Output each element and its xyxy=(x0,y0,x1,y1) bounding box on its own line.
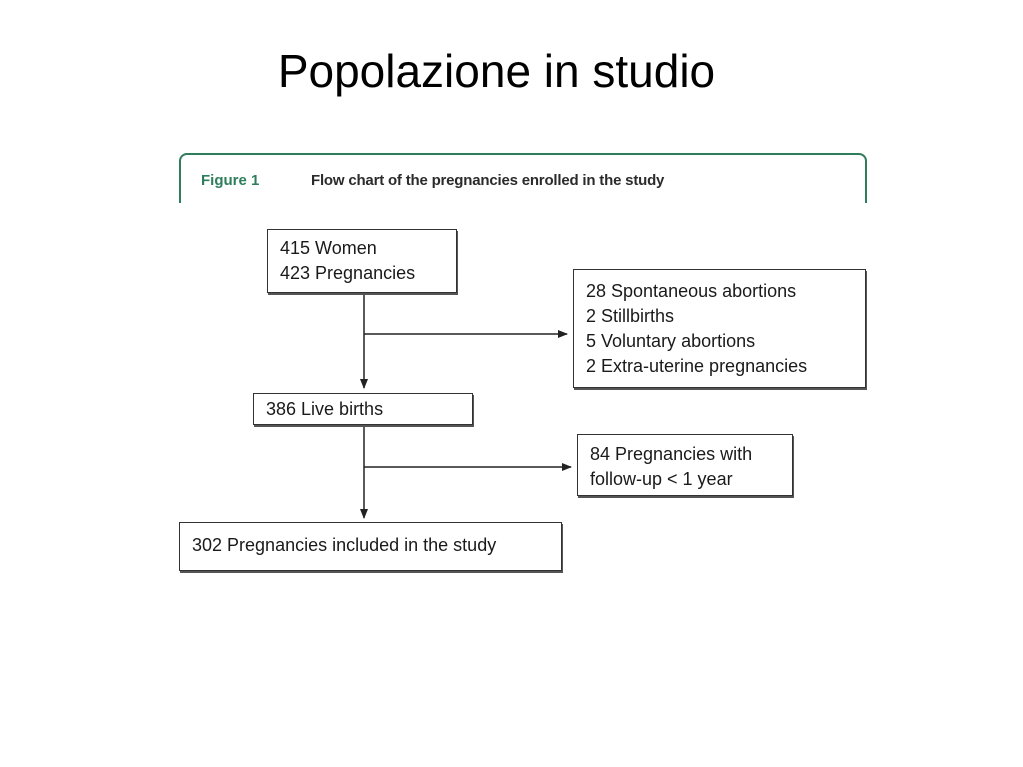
slide-title: Popolazione in studio xyxy=(277,45,716,97)
box-live-line: 386 Live births xyxy=(266,399,384,419)
box-included-pregnancies xyxy=(179,522,562,571)
box-start-line: 423 Pregnancies xyxy=(280,263,416,283)
box-excluded-outcomes xyxy=(573,269,866,388)
box-followup-line: follow-up < 1 year xyxy=(590,469,733,489)
box-start-line: 415 Women xyxy=(280,238,377,258)
box-live-births xyxy=(253,393,473,425)
box-excluded-line: 2 Extra-uterine pregnancies xyxy=(586,356,808,376)
box-followup-line: 84 Pregnancies with xyxy=(590,444,753,464)
box-excluded-line: 2 Stillbirths xyxy=(586,306,675,326)
box-excluded-line: 28 Spontaneous abortions xyxy=(586,281,797,301)
box-excluded-line: 5 Voluntary abortions xyxy=(586,331,756,351)
figure-caption: Flow chart of the pregnancies enrolled in the study xyxy=(311,172,665,189)
box-women-pregnancies xyxy=(267,229,457,293)
figure-header-frame xyxy=(179,153,867,203)
box-short-followup xyxy=(577,434,793,496)
box-included-line: 302 Pregnancies included in the study xyxy=(192,535,497,555)
figure-label: Figure 1 xyxy=(201,172,260,189)
